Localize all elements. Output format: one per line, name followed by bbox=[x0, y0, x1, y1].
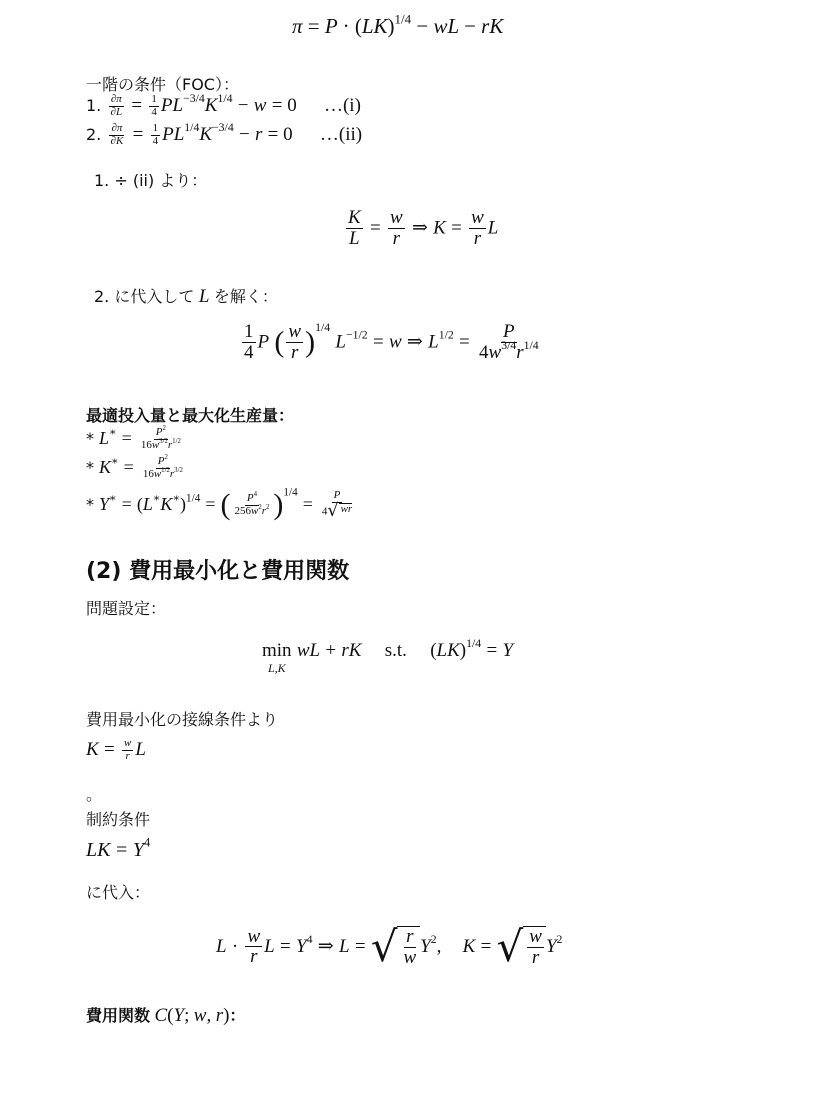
foc-2-prefix: 2. bbox=[86, 125, 102, 145]
foc-1-prefix: 1. bbox=[86, 96, 102, 116]
problem-setup-label: 問題設定： bbox=[86, 599, 167, 618]
step-2-text: 2. に代入して L を解く： bbox=[94, 286, 278, 307]
y-star-line: * $Y^∗ = (L^∗K^∗)^{1/4}$ = ( $\frac{P^4}{256w^2r^2}$ )$^{1/4}$ = P 4 √ wr bbox=[86, 486, 353, 522]
cost-function-heading: 費用関数 C(Y; w, r)： bbox=[86, 1005, 246, 1026]
tangency-text: 費用最小化の接線条件より bbox=[86, 710, 279, 729]
foc-2-tag: …(ii) bbox=[319, 124, 363, 146]
foc-heading: 一階の条件（FOC）： bbox=[86, 75, 239, 94]
min-problem-equation: min L,K wL + rK s.t. (LK)$^{1/4}$ = Y bbox=[262, 637, 514, 675]
cost-function-label: 費用関数 bbox=[86, 1006, 151, 1025]
foc-1-tag: …(i) bbox=[323, 95, 361, 117]
lk-equals-line: LK = $Y^4$ bbox=[86, 835, 151, 861]
section-2-title: (2) 費用最小化と費用関数 bbox=[86, 559, 350, 584]
step-2-b: を解く： bbox=[213, 287, 278, 306]
bullet-icon: * bbox=[86, 457, 94, 477]
period-mark: 。 bbox=[86, 785, 103, 804]
substitute-label: に代入： bbox=[86, 883, 151, 902]
l-star-line: * L∗ = $\frac{P^2}{16w^{3/2}r^{1/2}}$ bbox=[86, 424, 181, 451]
such-that-label: s.t. bbox=[384, 640, 407, 661]
foc-equation-1: 1. $\frac{\partial\pi}{\partial L}$ = $\frac{1}{4}$ $PL^{-3/4}K^{1/4} - w = 0$ …(i) bbox=[86, 92, 361, 118]
profit-equation: π = P · (LK)$^{1/4}$ − wL − rK bbox=[292, 11, 504, 38]
ratio-equation: $\frac{K}{L}$ = $\frac{w}{r}$ ⇒ K = $\frac{w}{r}$ L bbox=[348, 207, 499, 249]
optimal-heading: 最適投入量と最大化生産量： bbox=[86, 406, 295, 425]
bullet-icon: * bbox=[86, 494, 94, 514]
k-star-line: * K∗ = $\frac{P^2}{16w^{1/2}r^{3/2}}$ bbox=[86, 453, 183, 480]
step-1-text: 1. ÷ (ii) より： bbox=[94, 171, 208, 190]
step-2-a: 2. に代入して bbox=[94, 287, 195, 306]
bullet-icon: * bbox=[86, 428, 94, 448]
substitution-equation: L · $\frac{w}{r}$ $L = Y^4$ ⇒ L = √ $\frac{r}{w}$ $Y^2$, K = √ $\frac{w}{r}$ $Y^2$ bbox=[216, 922, 563, 971]
constraint-label: 制約条件 bbox=[86, 810, 151, 829]
solve-l-equation: $\frac{1}{4}$ P ( $\frac{w}{r}$ )$^{1/4}$ $L^{-1/2} = w$ ⇒ $L^{1/2}$ = $\frac{P}{4w^{3/4}r^{1/4}}$ bbox=[244, 320, 539, 363]
foc-equation-2: 2. $\frac{\partial\pi}{\partial K}$ = $\frac{1}{4}$ $PL^{1/4}K^{-3/4} - r = 0$ …(ii) bbox=[86, 121, 363, 147]
k-equals-line: K = $\frac{w}{r}$ L bbox=[86, 737, 146, 762]
